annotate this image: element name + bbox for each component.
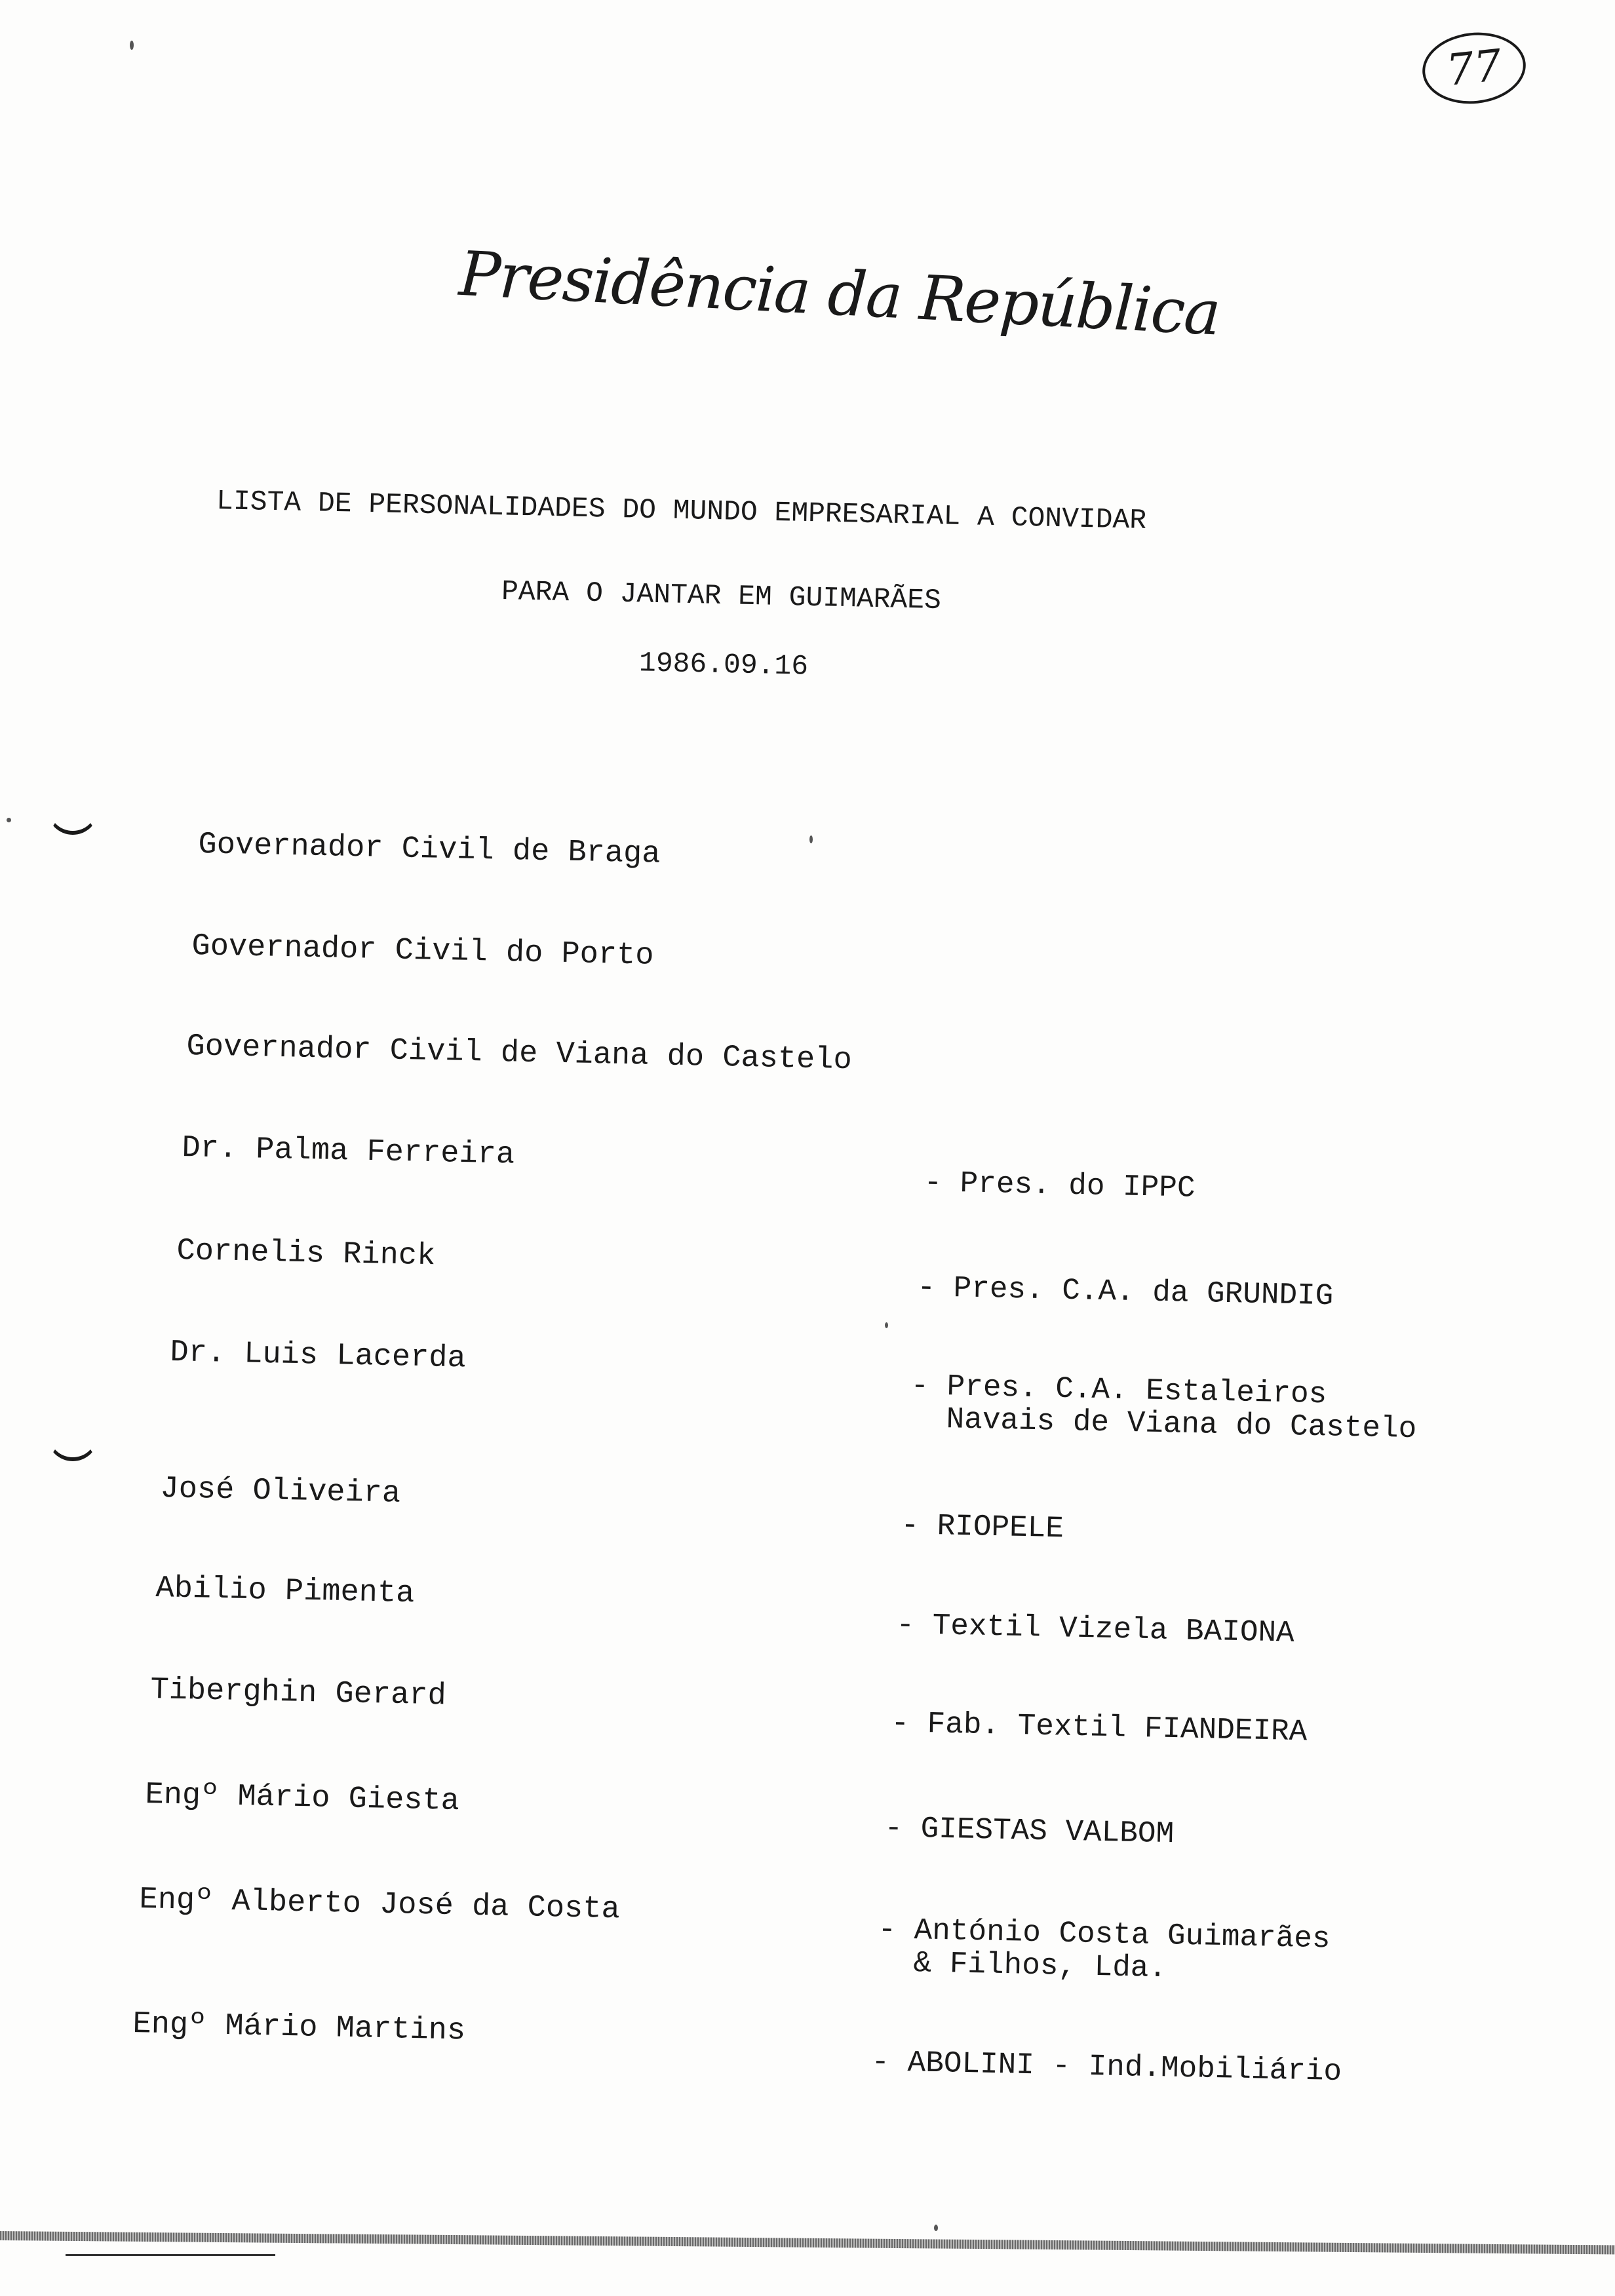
margin-check-mark — [47, 1427, 98, 1461]
scan-speck — [934, 2225, 938, 2231]
entry-affiliation: - Pres. do IPPC — [923, 1166, 1196, 1206]
entry-name: Engº Mário Martins — [132, 2007, 466, 2049]
entry-affiliation: - RIOPELE — [900, 1508, 1064, 1546]
list-title-line1: LISTA DE PERSONALIDADES DO MUNDO EMPRESARIAL A CONVIDAR — [216, 485, 1147, 537]
entry-affiliation: - ABOLINI - Ind.Mobiliário — [870, 2045, 1342, 2090]
entry-affiliation: - Textil Vizela BAIONA — [895, 1608, 1295, 1651]
entry-name: Engº Mário Giesta — [144, 1778, 460, 1820]
entry-name: Cornelis Rinck — [176, 1234, 436, 1274]
entry-name: Governador Civil de Viana do Castelo — [185, 1029, 853, 1079]
entry-name: Abilio Pimenta — [155, 1571, 415, 1612]
entry-affiliation: - Pres. C.A. Estaleiros Navais de Viana do Castelo — [909, 1369, 1417, 1447]
entry-affiliation: - António Costa Guimarães & Filhos, Lda. — [876, 1913, 1331, 1986]
entry-name: Tiberghin Gerard — [149, 1673, 447, 1714]
entry-affiliation: - Pres. C.A. da GRUNDIG — [916, 1271, 1334, 1314]
page-number-stamp: 77 — [1419, 28, 1529, 109]
entry-name: Dr. Palma Ferreira — [181, 1131, 515, 1173]
letterhead: Presidência da República — [457, 238, 1222, 350]
scan-speck — [7, 818, 11, 822]
entry-name: Dr. Luis Lacerda — [169, 1335, 467, 1377]
scan-speck — [130, 41, 134, 50]
margin-check-mark — [47, 801, 98, 835]
list-title-line2: PARA O JANTAR EM GUIMARÃES — [501, 575, 942, 617]
entry-name: Governador Civil de Braga — [197, 828, 661, 872]
scan-edge-strip — [0, 2231, 1615, 2255]
entry-name: Governador Civil do Porto — [191, 929, 655, 974]
entry-affiliation: - GIESTAS VALBOM — [884, 1811, 1175, 1852]
scan-speck — [809, 835, 813, 843]
entry-affiliation: - Fab. Textil FIANDEIRA — [890, 1706, 1308, 1750]
scan-speck — [885, 1322, 888, 1328]
entry-name: Engº Alberto José da Costa — [138, 1883, 621, 1928]
scan-edge-line — [66, 2254, 275, 2256]
list-date: 1986.09.16 — [638, 647, 809, 683]
entry-name: José Oliveira — [159, 1472, 401, 1512]
